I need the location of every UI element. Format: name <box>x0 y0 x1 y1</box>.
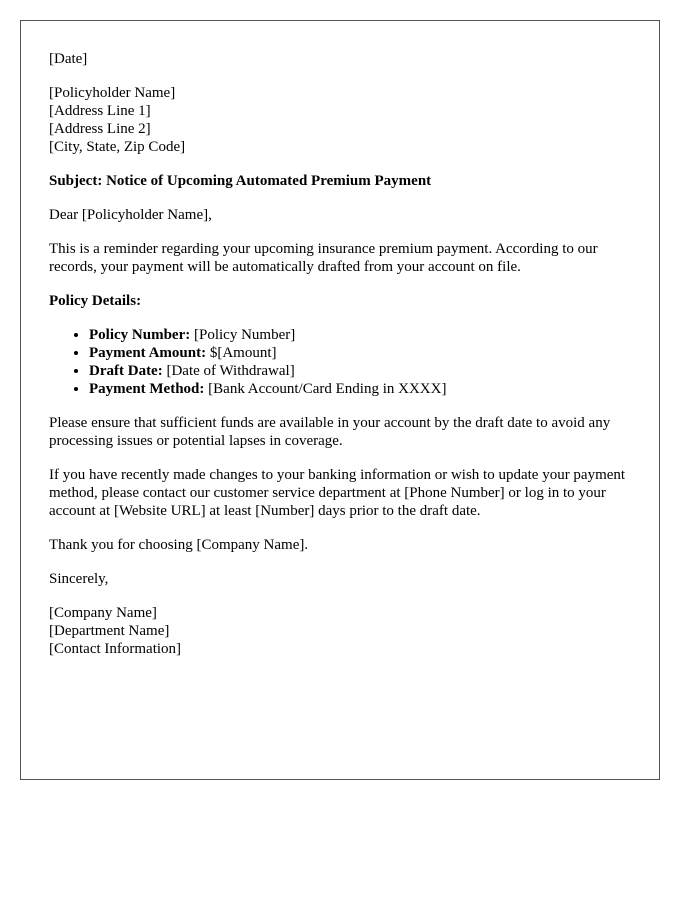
detail-label: Draft Date: <box>89 363 163 379</box>
letter-subject: Subject: Notice of Upcoming Automated Premium Payment <box>49 173 432 189</box>
detail-label: Payment Method: <box>89 381 205 397</box>
letter-page <box>20 20 660 780</box>
letter-date: [Date] <box>49 51 88 67</box>
letter-closing: Sincerely, <box>49 571 109 587</box>
detail-draft-date <box>89 362 631 380</box>
detail-payment-amount <box>89 344 631 362</box>
recipient-address-line-2: [Address Line 2] <box>49 121 151 137</box>
recipient-address <box>49 84 631 156</box>
changes-paragraph: If you have recently made changes to your banking information or wish to update your payment method, please contact our customer service department at [Phone Number] or log in to your account at [Website URL] at least [Number] days prior to the draft date. <box>49 467 626 519</box>
detail-payment-method <box>89 380 631 398</box>
detail-label: Payment Amount: <box>89 345 207 361</box>
detail-value: [Date of Withdrawal] <box>162 363 295 379</box>
letter-salutation: Dear [Policyholder Name], <box>49 207 212 223</box>
signature-block <box>49 604 631 658</box>
signature-contact: [Contact Information] <box>49 641 182 657</box>
signature-department: [Department Name] <box>49 623 170 639</box>
recipient-city-state-zip: [City, State, Zip Code] <box>49 139 186 155</box>
policy-details-list <box>49 326 631 398</box>
funds-paragraph: Please ensure that sufficient funds are available in your account by the draft date to avoid any processing issues or potential lapses in coverage. <box>49 415 611 449</box>
signature-company: [Company Name] <box>49 605 157 621</box>
detail-value: [Policy Number] <box>190 327 296 343</box>
detail-label: Policy Number: <box>89 327 191 343</box>
policy-details-heading: Policy Details: <box>49 293 142 309</box>
recipient-address-line-1: [Address Line 1] <box>49 103 151 119</box>
intro-paragraph: This is a reminder regarding your upcoming insurance premium payment. According to our records, your payment will be automatically drafted from your account on file. <box>49 241 598 275</box>
detail-value: $[Amount] <box>206 345 277 361</box>
thanks-paragraph: Thank you for choosing [Company Name]. <box>49 537 309 553</box>
detail-value: [Bank Account/Card Ending in XXXX] <box>204 381 447 397</box>
detail-policy-number <box>89 326 631 344</box>
recipient-name: [Policyholder Name] <box>49 85 176 101</box>
